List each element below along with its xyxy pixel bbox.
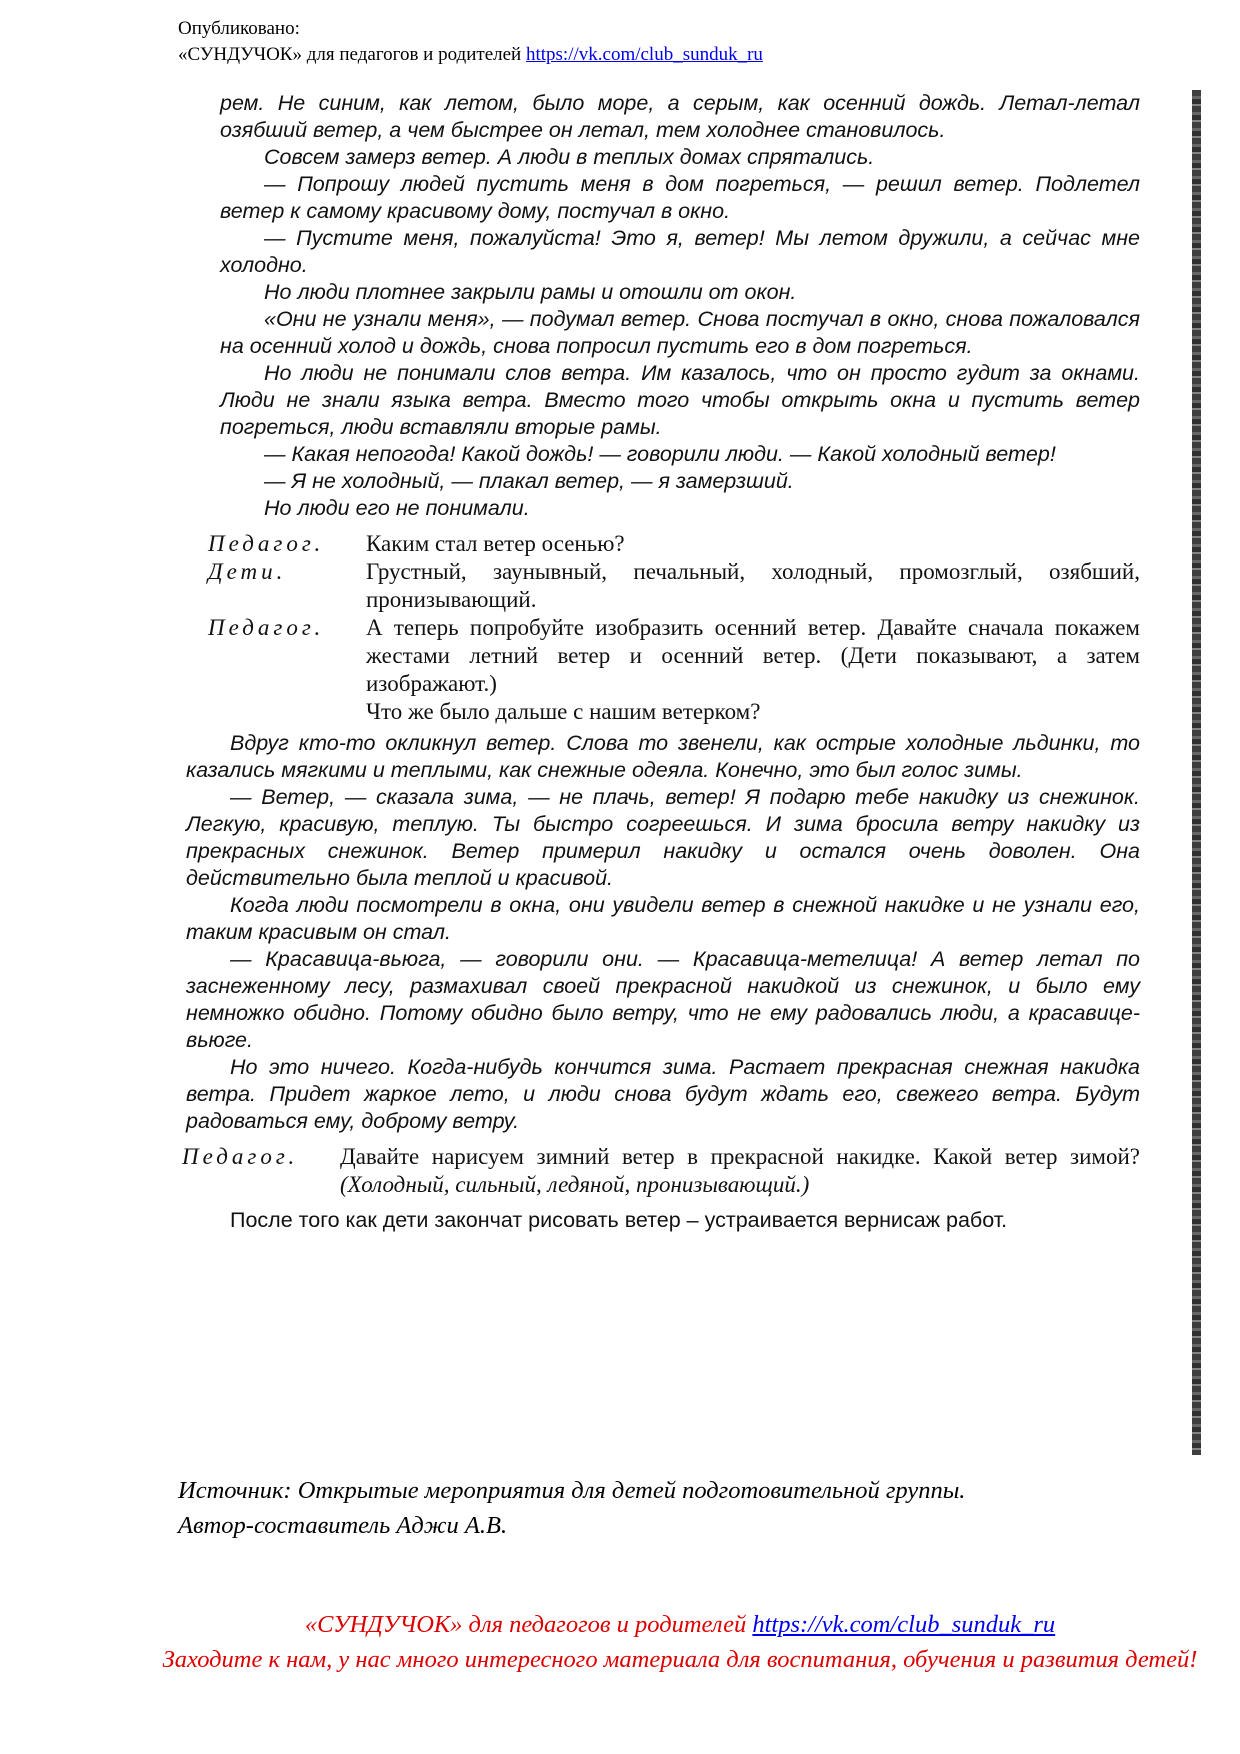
speaker-reply — [366, 614, 1140, 726]
story-paragraph: — Ветер, — сказала зима, — не плачь, ветер! Я подарю тебе накидку из снежинок. Легкую, красивую, теплую. Ты быстро согреешься. И зима бросила ветру накидку из прекрасных снежинок. Ветер примерил накидку и остался очень доволен. Она действительно была теплой и красивой. — [186, 785, 1140, 890]
story-paragraph: Совсем замерз ветер. А люди в теплых домах спрятались. — [264, 145, 875, 169]
story-paragraph: — Какая непогода! Какой дождь! — говорили люди. — Какой холодный ветер! — [264, 442, 1056, 466]
header-vk-link[interactable]: https://vk.com/club_sunduk_ru — [525, 44, 763, 65]
footer-promo — [160, 1607, 1200, 1677]
speaker-reply — [340, 1143, 1140, 1199]
story-paragraph: — Красавица-вьюга, — говорили они. — Красавица-метелица! А ветер летал по заснеженному лесу, размахивал своей прекрасной накидкой из снежинок, и было ему немножко обидно. Потому обидно было ветру, что не ему радовались люди, а красавице-вьюге. — [186, 947, 1140, 1052]
story-paragraph: Когда люди посмотрели в окна, они увидели ветер в снежной накидке и не узнали его, таким красивым он стал. — [186, 893, 1140, 944]
footer-line-1 — [160, 1607, 1200, 1642]
source-author: Автор-составитель Аджи А.В. — [178, 1512, 508, 1539]
scan-binding-edge — [1192, 90, 1201, 1455]
after-drawing-note: После того как дети закончат рисовать ветер – устраивается вернисаж работ. — [230, 1208, 1008, 1232]
speaker-label: Педагог. — [208, 531, 325, 556]
story-paragraph: — Пустите меня, пожалуйста! Это я, ветер! Мы летом дружили, а сейчас мне холодно. — [220, 226, 1140, 277]
footer-vk-link[interactable]: https://vk.com/club_sunduk_ru — [752, 1611, 1056, 1638]
reply-text: Давайте нарисуем зимний ветер в прекрасной накидке. Какой ветер зимой? — [340, 1144, 1140, 1169]
footer-publisher-name: «СУНДУЧОК» для педагогов и родителей — [304, 1611, 753, 1638]
publisher-name: «СУНДУЧОК» для педагогов и родителей — [178, 44, 526, 65]
publication-header — [178, 16, 763, 68]
speaker-reply: Грустный, заунывный, печальный, холодный, промозглый, озябший, пронизывающий. — [366, 559, 1140, 612]
story-part-1 — [220, 90, 1140, 522]
published-label: Опубликовано: — [178, 18, 300, 39]
story-paragraph: рем. Не синим, как летом, было море, а серым, как осенний дождь. Летал-летал озябший ветер, а чем быстрее он летал, тем холоднее становилось. — [220, 91, 1140, 142]
source-citation — [178, 1473, 1168, 1543]
story-paragraph: Но это ничего. Когда-нибудь кончится зима. Растает прекрасная снежная накидка ветра. Придет жаркое лето, и люди снова будут ждать его, свежего ветра. Будут радоваться ему, доброму ветру. — [186, 1055, 1140, 1133]
story-paragraph: «Они не узнали меня», — подумал ветер. Снова постучал в окно, снова пожаловался на осенний холод и дождь, снова попросил пустить его в дом погреться. — [220, 307, 1140, 358]
story-paragraph: Но люди его не понимали. — [264, 496, 530, 520]
speaker-label: Педагог. — [182, 1144, 299, 1169]
scanned-book-page — [182, 90, 1140, 1455]
speaker-label: Дети. — [208, 559, 287, 584]
story-paragraph: Но люди плотнее закрыли рамы и отошли от окон. — [264, 280, 797, 304]
reply-question: Что же было дальше с нашим ветерком? — [366, 699, 761, 724]
source-title: Источник: Открытые мероприятия для детей подготовительной группы. — [178, 1477, 966, 1504]
reply-text: А теперь попробуйте изобразить осенний ветер. Давайте сначала покажем жестами летний ветер и осенний ветер. (Дети показывают, а затем изображают.) — [366, 615, 1140, 696]
speaker-label: Педагог. — [208, 615, 325, 640]
dialogue-block-2 — [182, 1143, 1140, 1199]
story-paragraph: — Я не холодный, — плакал ветер, — я замерзший. — [264, 469, 794, 493]
story-part-2 — [186, 730, 1140, 1135]
story-paragraph: Вдруг кто-то окликнул ветер. Слова то звенели, как острые холодные льдинки, то казались мягкими и теплыми, как снежные одеяла. Конечно, это был голос зимы. — [186, 731, 1140, 782]
reply-italic-answer: (Холодный, сильный, ледяной, пронизывающий.) — [340, 1172, 810, 1197]
story-paragraph: Но люди не понимали слов ветра. Им казалось, что он просто гудит за окнами. Люди не знали языка ветра. Вместо того чтобы открыть окна и пустить ветер погреться, люди вставляли вторые рамы. — [220, 361, 1140, 439]
publisher-line — [178, 42, 763, 68]
dialogue-block-1 — [208, 530, 1140, 726]
story-paragraph: — Попрошу людей пустить меня в дом погреться, — решил ветер. Подлетел ветер к самому красивому дому, постучал в окно. — [220, 172, 1140, 223]
footer-invitation: Заходите к нам, у нас много интересного материала для воспитания, обучения и развития детей! — [162, 1646, 1198, 1673]
speaker-reply: Каким стал ветер осенью? — [366, 531, 625, 556]
